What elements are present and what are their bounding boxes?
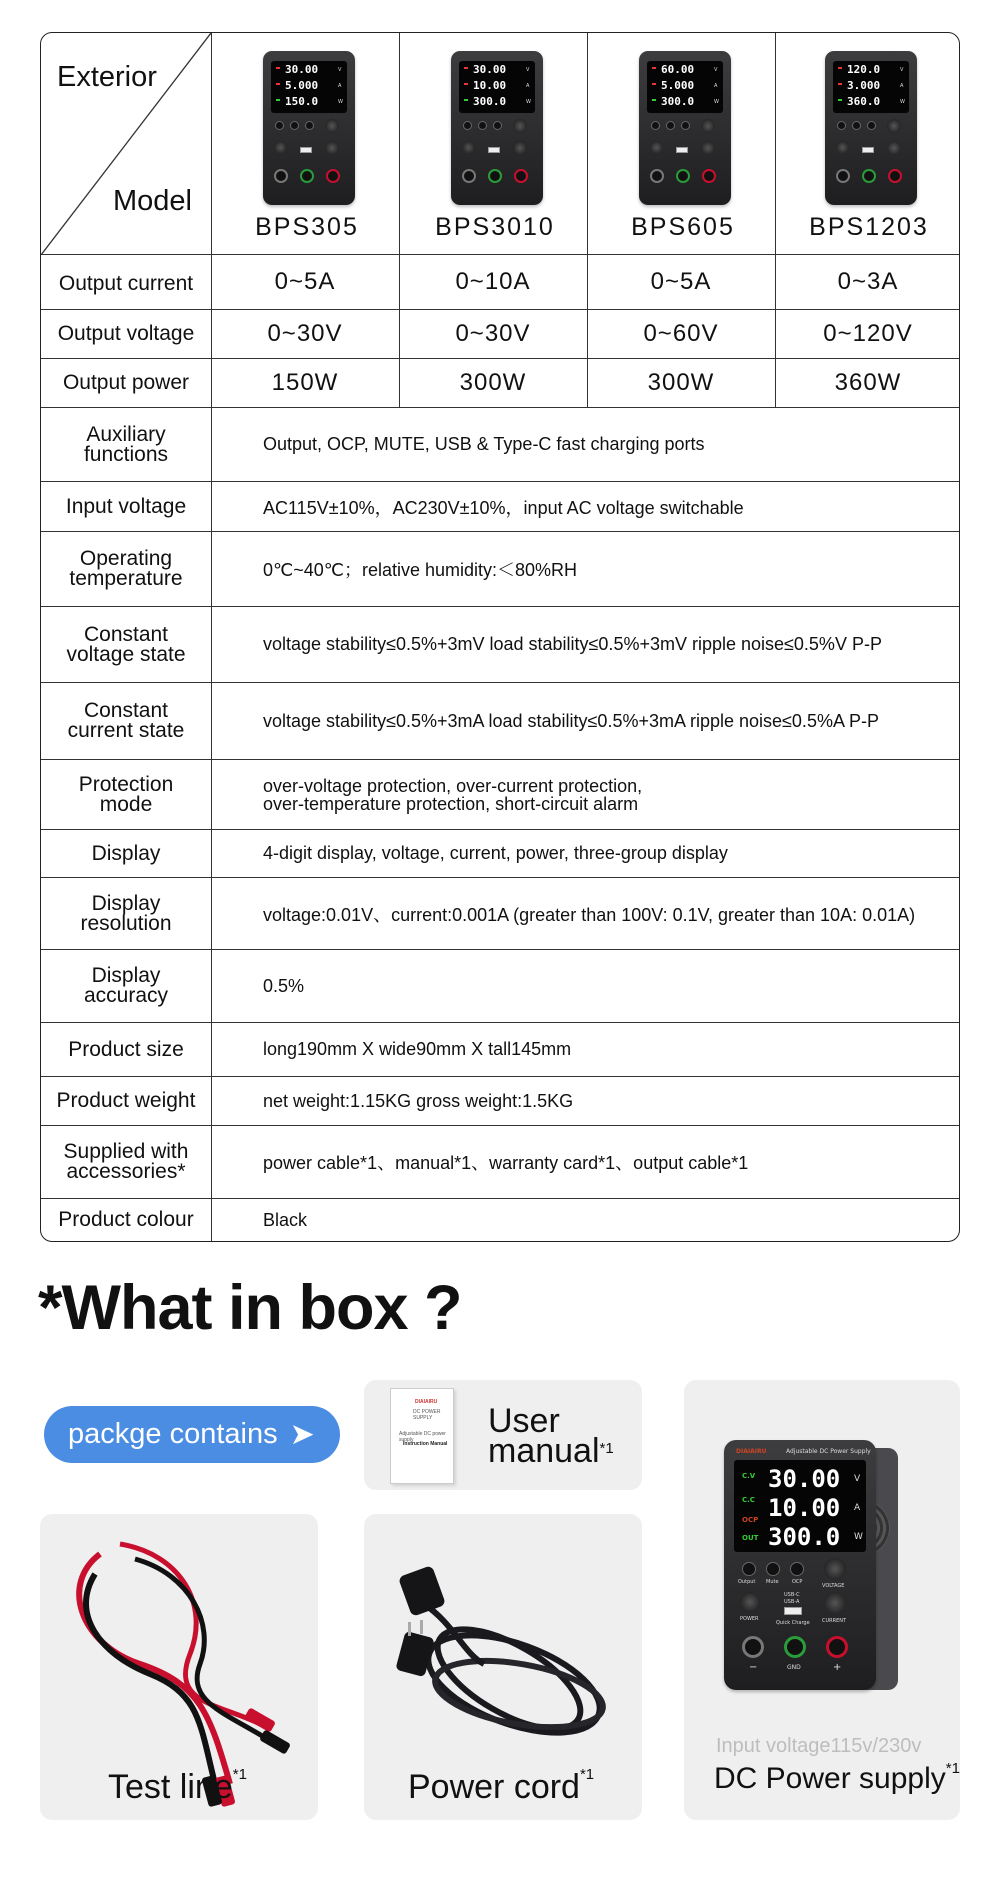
row-label: temperature bbox=[69, 567, 183, 590]
indicator-led bbox=[652, 99, 656, 101]
manual-brand-text: DIAIAIRU bbox=[415, 1399, 438, 1405]
unit-w: W bbox=[526, 99, 531, 105]
output-button[interactable] bbox=[837, 121, 846, 130]
row-value: AC115V±10%，AC230V±10%，input AC voltage switchable bbox=[263, 497, 744, 518]
ocp-indicator: OCP bbox=[742, 1516, 759, 1524]
row-label: voltage state bbox=[66, 642, 186, 666]
row-label: mode bbox=[99, 792, 153, 816]
spec-row-product-colour bbox=[41, 1199, 959, 1241]
spec-row-output-current bbox=[41, 255, 959, 310]
unit-a: A bbox=[854, 1503, 861, 1513]
model-name: BPS3010 bbox=[435, 213, 555, 241]
power-readout: 300.0 bbox=[473, 95, 507, 108]
unit-a: A bbox=[526, 83, 530, 89]
row-value: 0℃~40℃；relative humidity:＜80%RH bbox=[263, 560, 578, 580]
usb-port[interactable] bbox=[300, 147, 312, 153]
mute-button[interactable] bbox=[478, 121, 487, 130]
mute-button-label: Mute bbox=[766, 1579, 779, 1585]
spec-row-display-resolution bbox=[41, 878, 959, 950]
what-in-box-title: *What in box ? bbox=[38, 1273, 462, 1343]
quantity-mark: *1 bbox=[232, 1766, 247, 1783]
indicator-led bbox=[276, 83, 280, 85]
row-label: Product weight bbox=[56, 1089, 196, 1112]
power-switch[interactable] bbox=[836, 141, 849, 154]
unit-a: A bbox=[714, 83, 718, 89]
manual-booklet-image bbox=[390, 1388, 454, 1484]
dc-power-supply-image bbox=[724, 1440, 876, 1690]
quick-charge-label: Quick Charge bbox=[776, 1620, 810, 1626]
test-line-text: Test line bbox=[108, 1768, 233, 1806]
voltage-knob[interactable] bbox=[824, 1558, 846, 1580]
row-label: resolution bbox=[80, 911, 172, 935]
quantity-mark: *1 bbox=[579, 1766, 595, 1783]
usb-port[interactable] bbox=[676, 147, 688, 153]
current-readout: 5.000 bbox=[285, 79, 319, 92]
ocp-button[interactable] bbox=[867, 121, 876, 130]
unit-w: W bbox=[714, 99, 719, 105]
model-name: BPS305 bbox=[255, 213, 359, 241]
power-readout: 300.0 bbox=[768, 1523, 841, 1551]
positive-terminal[interactable] bbox=[702, 169, 716, 183]
unit-w: W bbox=[900, 99, 905, 105]
ground-terminal[interactable] bbox=[488, 169, 502, 183]
spec-row-input-voltage bbox=[41, 482, 959, 532]
model-label: Model bbox=[113, 185, 192, 217]
usb-port[interactable] bbox=[488, 147, 500, 153]
power-cord-label bbox=[408, 1768, 594, 1807]
row-label: Product size bbox=[68, 1037, 184, 1061]
positive-terminal-label: + bbox=[833, 1662, 842, 1673]
power-readout: 150.0 bbox=[285, 95, 319, 108]
row-label: Constant bbox=[83, 622, 169, 646]
unit-v: V bbox=[854, 1474, 861, 1484]
ocp-button[interactable] bbox=[790, 1562, 804, 1576]
row-label: Product colour bbox=[58, 1208, 194, 1231]
power-switch[interactable] bbox=[740, 1592, 760, 1612]
current-knob[interactable] bbox=[701, 141, 715, 155]
exterior-label: Exterior bbox=[57, 61, 157, 93]
user-manual-line: manual bbox=[488, 1432, 600, 1470]
usb-port[interactable] bbox=[862, 147, 874, 153]
card-power-cord bbox=[364, 1514, 642, 1820]
ocp-button-label: OCP bbox=[792, 1579, 803, 1585]
row-label: Display bbox=[91, 891, 161, 915]
output-button[interactable] bbox=[742, 1562, 756, 1576]
unit-v: V bbox=[714, 67, 718, 73]
row-label: Auxiliary bbox=[86, 422, 166, 446]
row-value: power cable*1、manual*1、warranty card*1、output cable*1 bbox=[263, 1153, 749, 1173]
output-button[interactable] bbox=[651, 121, 660, 130]
indicator-led bbox=[838, 99, 842, 101]
indicator-led bbox=[276, 99, 280, 101]
display-screen bbox=[734, 1460, 866, 1552]
row-value: net weight:1.15KG gross weight:1.5KG bbox=[263, 1090, 574, 1111]
indicator-led bbox=[838, 67, 842, 69]
device-image-bps1203 bbox=[825, 51, 917, 205]
positive-terminal[interactable] bbox=[326, 169, 340, 183]
row-value: 300W bbox=[459, 369, 527, 396]
positive-terminal[interactable] bbox=[514, 169, 528, 183]
spec-row-product-weight bbox=[41, 1077, 959, 1126]
user-manual-line: User bbox=[488, 1402, 560, 1440]
spec-row-constant-current bbox=[41, 683, 959, 760]
row-value: Output, OCP, MUTE, USB & Type-C fast charging ports bbox=[263, 434, 705, 454]
package-contains-label: packge contains bbox=[68, 1418, 278, 1450]
quantity-mark: *1 bbox=[945, 1760, 960, 1777]
manual-title-text: Instruction Manual bbox=[403, 1441, 448, 1447]
dc-power-supply-text: DC Power supply bbox=[714, 1762, 946, 1795]
unit-a: A bbox=[900, 83, 904, 89]
row-value: 0~5A bbox=[274, 268, 336, 295]
row-value: over-voltage protection, over-current protection, bbox=[263, 775, 643, 796]
device-image-bps305 bbox=[263, 51, 355, 205]
device-image-bps605 bbox=[639, 51, 731, 205]
row-value: 0~60V bbox=[643, 320, 719, 347]
mute-button[interactable] bbox=[290, 121, 299, 130]
voltage-knob-label: VOLTAGE bbox=[822, 1583, 845, 1589]
usb-port[interactable] bbox=[784, 1607, 802, 1615]
positive-terminal[interactable] bbox=[888, 169, 902, 183]
mute-button[interactable] bbox=[852, 121, 861, 130]
row-value: voltage stability≤0.5%+3mA load stability≤0.5%+3mA ripple noise≤0.5%A P-P bbox=[263, 710, 879, 731]
voltage-knob[interactable] bbox=[325, 119, 339, 133]
output-button[interactable] bbox=[463, 121, 472, 130]
spec-row-operating-temperature bbox=[41, 532, 959, 607]
spec-row-product-size bbox=[41, 1023, 959, 1077]
ground-terminal[interactable] bbox=[300, 169, 314, 183]
unit-v: V bbox=[338, 67, 342, 73]
power-switch[interactable] bbox=[650, 141, 663, 154]
power-readout: 300.0 bbox=[661, 95, 695, 108]
voltage-knob[interactable] bbox=[887, 119, 901, 133]
spec-row-output-power bbox=[41, 359, 959, 408]
voltage-readout: 120.0 bbox=[847, 63, 881, 76]
unit-w: W bbox=[338, 99, 343, 105]
ocp-button[interactable] bbox=[305, 121, 314, 130]
dc-power-supply-label bbox=[714, 1762, 960, 1796]
device-caption: Adjustable DC Power Supply bbox=[786, 1448, 871, 1455]
card-user-manual bbox=[364, 1380, 642, 1490]
row-label: current state bbox=[67, 719, 185, 742]
indicator-led bbox=[652, 83, 656, 85]
voltage-knob[interactable] bbox=[701, 119, 715, 133]
row-value: voltage:0.01V、current:0.001A (greater than 100V: 0.1V, greater than 10A: 0.01A) bbox=[263, 904, 916, 925]
unit-v: V bbox=[526, 67, 530, 73]
manual-line-text: Adjustable DC power supply bbox=[399, 1431, 446, 1443]
row-label: Output current bbox=[58, 272, 194, 295]
spec-table bbox=[40, 32, 960, 1242]
power-switch[interactable] bbox=[462, 141, 475, 154]
negative-terminal[interactable] bbox=[274, 169, 288, 183]
model-name: BPS605 bbox=[631, 213, 735, 241]
row-label: Output power bbox=[62, 371, 190, 394]
spec-row-protection-mode bbox=[41, 760, 959, 830]
row-value: 360W bbox=[834, 369, 902, 396]
row-value: 0.5% bbox=[263, 975, 305, 996]
out-indicator: OUT bbox=[742, 1534, 759, 1542]
current-knob[interactable] bbox=[887, 141, 901, 155]
current-knob[interactable] bbox=[325, 141, 339, 155]
spec-row-constant-voltage bbox=[41, 607, 959, 683]
user-manual-label bbox=[488, 1402, 614, 1470]
current-readout: 10.00 bbox=[473, 79, 507, 92]
usb-a-label: USB-A bbox=[784, 1599, 800, 1605]
row-label: accuracy bbox=[83, 984, 169, 1007]
voltage-readout: 30.00 bbox=[285, 63, 319, 76]
brand-logo: DIAIAIRU bbox=[736, 1448, 767, 1455]
row-label: functions bbox=[83, 442, 169, 466]
card-dc-power-supply bbox=[684, 1380, 960, 1820]
ground-terminal[interactable] bbox=[676, 169, 690, 183]
voltage-readout: 30.00 bbox=[473, 63, 507, 76]
power-switch-label: POWER bbox=[740, 1616, 759, 1622]
input-voltage-note: Input voltage115v/230v bbox=[716, 1735, 922, 1757]
row-label: Constant bbox=[83, 699, 169, 722]
card-test-line bbox=[40, 1514, 318, 1820]
spec-row-output-voltage bbox=[41, 310, 959, 359]
power-cord-text: Power cord bbox=[408, 1768, 580, 1806]
power-switch[interactable] bbox=[274, 141, 287, 154]
ground-terminal[interactable] bbox=[784, 1636, 806, 1658]
row-value: 150W bbox=[271, 369, 339, 396]
voltage-readout: 60.00 bbox=[661, 63, 695, 76]
indicator-led bbox=[464, 67, 468, 69]
row-value: Black bbox=[263, 1209, 308, 1230]
cv-indicator: C.V bbox=[742, 1472, 756, 1480]
row-value: over-temperature protection, short-circuit alarm bbox=[263, 793, 639, 814]
output-button-label: Output bbox=[738, 1579, 756, 1585]
device-image-bps3010 bbox=[451, 51, 543, 205]
row-label: Protection bbox=[78, 772, 174, 796]
negative-terminal[interactable] bbox=[742, 1636, 764, 1658]
row-label: accessories* bbox=[66, 1160, 186, 1183]
cc-indicator: C.C bbox=[742, 1496, 755, 1504]
negative-terminal-label: − bbox=[749, 1662, 758, 1673]
row-label: Supplied with bbox=[63, 1140, 189, 1163]
indicator-led bbox=[464, 83, 468, 85]
row-value: 0~10A bbox=[455, 268, 531, 295]
mute-button[interactable] bbox=[766, 1562, 780, 1576]
row-value: long190mm X wide90mm X tall145mm bbox=[263, 1039, 572, 1059]
package-contains-badge bbox=[44, 1406, 340, 1463]
voltage-readout: 30.00 bbox=[768, 1465, 841, 1493]
usb-c-label: USB-C bbox=[784, 1592, 800, 1598]
row-label: Display bbox=[91, 964, 161, 987]
row-label: Operating bbox=[79, 547, 173, 570]
ocp-button[interactable] bbox=[493, 121, 502, 130]
voltage-knob[interactable] bbox=[513, 119, 527, 133]
row-value: 0~30V bbox=[455, 320, 531, 347]
row-value: 300W bbox=[647, 369, 715, 396]
current-knob[interactable] bbox=[513, 141, 527, 155]
ground-terminal[interactable] bbox=[862, 169, 876, 183]
spec-row-display bbox=[41, 830, 959, 878]
current-readout: 5.000 bbox=[661, 79, 695, 92]
ocp-button[interactable] bbox=[681, 121, 690, 130]
unit-v: V bbox=[900, 67, 904, 73]
row-value: voltage stability≤0.5%+3mV load stability≤0.5%+3mV ripple noise≤0.5%V P-P bbox=[263, 634, 882, 654]
row-label: Display bbox=[91, 841, 161, 865]
current-knob-label: CURRENT bbox=[822, 1618, 847, 1624]
unit-w: W bbox=[854, 1532, 863, 1542]
spec-row-display-accuracy bbox=[41, 950, 959, 1023]
ground-terminal-label: GND bbox=[787, 1664, 801, 1671]
output-button[interactable] bbox=[275, 121, 284, 130]
indicator-led bbox=[464, 99, 468, 101]
indicator-led bbox=[276, 67, 280, 69]
row-value: 0~5A bbox=[650, 268, 712, 295]
mute-button[interactable] bbox=[666, 121, 675, 130]
power-readout: 360.0 bbox=[847, 95, 881, 108]
negative-terminal[interactable] bbox=[650, 169, 664, 183]
indicator-led bbox=[652, 67, 656, 69]
manual-line-text: DC POWER SUPPLY bbox=[413, 1409, 441, 1421]
current-readout: 3.000 bbox=[847, 79, 881, 92]
header-row bbox=[41, 33, 959, 255]
spec-row-auxiliary-functions bbox=[41, 408, 959, 482]
current-readout: 10.00 bbox=[768, 1494, 841, 1522]
quantity-mark: *1 bbox=[599, 1440, 614, 1457]
negative-terminal[interactable] bbox=[462, 169, 476, 183]
model-name: BPS1203 bbox=[809, 213, 929, 241]
row-value: 4-digit display, voltage, current, power, three-group display bbox=[263, 843, 728, 863]
row-value: 0~3A bbox=[837, 268, 899, 295]
negative-terminal[interactable] bbox=[836, 169, 850, 183]
row-label: Input voltage bbox=[65, 494, 187, 518]
positive-terminal[interactable] bbox=[826, 1636, 848, 1658]
arrow-right-icon: ➤ bbox=[289, 1418, 315, 1451]
unit-a: A bbox=[338, 83, 342, 89]
row-value: 0~120V bbox=[823, 320, 913, 347]
current-knob[interactable] bbox=[824, 1592, 846, 1614]
test-line-label bbox=[108, 1768, 247, 1807]
spec-row-accessories bbox=[41, 1126, 959, 1199]
indicator-led bbox=[838, 83, 842, 85]
row-label: Output voltage bbox=[57, 322, 195, 345]
row-value: 0~30V bbox=[267, 320, 343, 347]
